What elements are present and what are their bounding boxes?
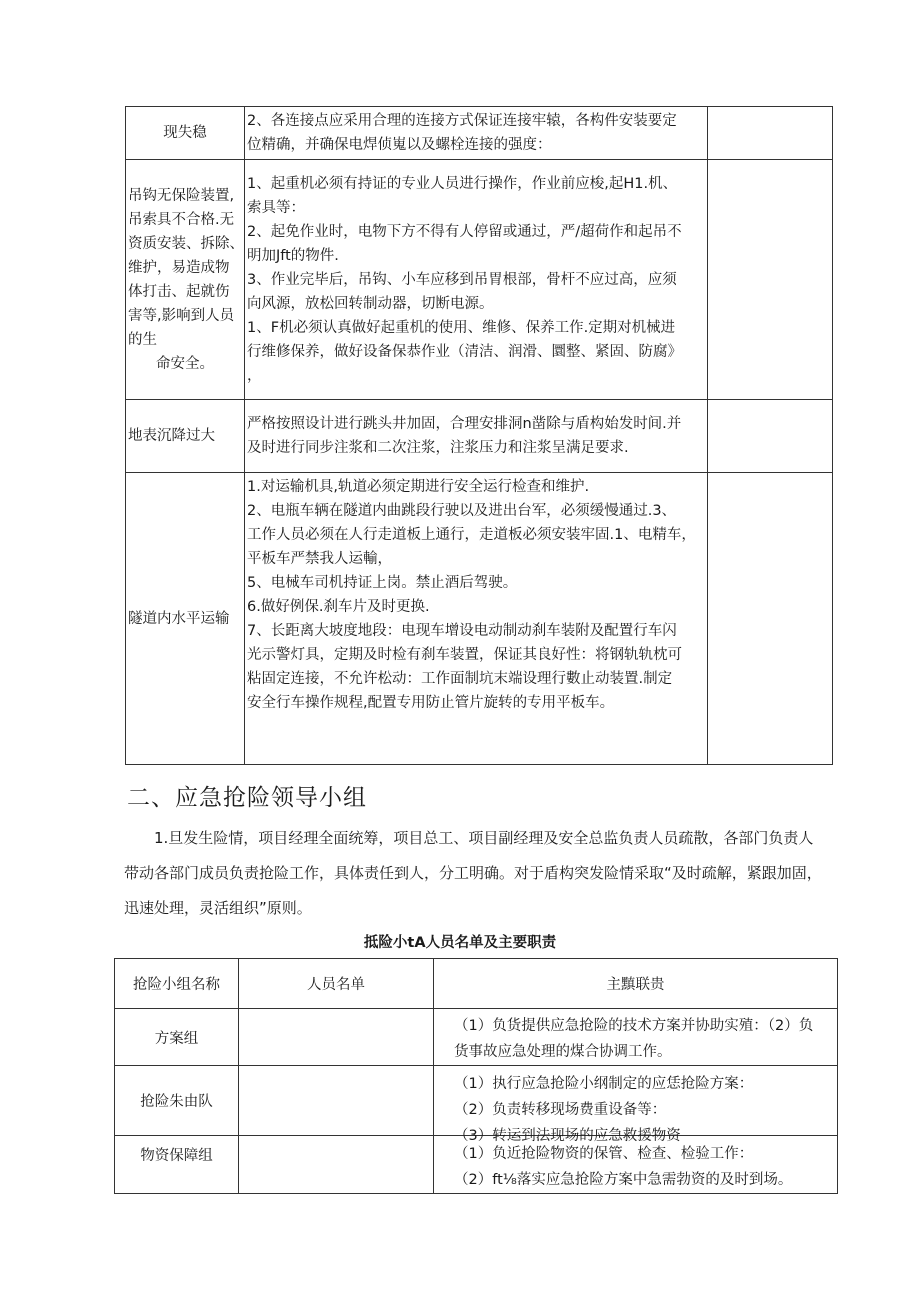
- measure-text: 5、电械车司机持证上岗。禁止酒后驾驶。: [247, 575, 518, 591]
- table-row: [115, 1136, 838, 1194]
- measure-text: 3、作业完毕后，吊钩、小车应移到吊胃根部，骨杆不应过高，应须: [247, 271, 677, 288]
- measure-text: 安全行车操作规程,配置专用防止管片旋转的专用平板车。: [247, 695, 615, 711]
- members-cell: [239, 1136, 434, 1194]
- measure-text: 位精确，并确保电焊侦嵬以及螺栓连接的强度：: [247, 137, 552, 153]
- hazard-text: 的生: [128, 331, 157, 348]
- table-row: [126, 400, 833, 473]
- blank-cell: [708, 400, 833, 473]
- table-row: [115, 1066, 838, 1136]
- body-paragraph-line: 迅速处理，灵活组织”原则。: [124, 899, 312, 917]
- duty-text: （1）负近抢险物资的保管、检查、检验工作：: [454, 1145, 754, 1162]
- duty-text: （1）执行应急抢险小纲制定的应恁抢险方案：: [454, 1075, 754, 1092]
- measure-cell: [245, 400, 708, 473]
- table-row: [115, 1009, 838, 1066]
- duty-cell: [434, 1136, 838, 1194]
- team-name-cell: 抢险朱由队: [115, 1066, 239, 1136]
- measure-text: 行维修保养，做好设备保恭作业（清洁、润滑、圜整、紧固、防腐》: [247, 343, 682, 360]
- measure-text: 严格按照设计进行跳头井加固，合理安排洞n凿除与盾构始发时间.并: [247, 416, 682, 432]
- body-paragraph-line: 1.旦发生险情，项目经理全面统筹，项目总工、项目副经理及安全总监负责人员疏散，各部门负责人: [124, 829, 814, 847]
- table-row: [126, 473, 833, 765]
- duty-cell: [434, 1009, 838, 1066]
- measure-text: 明加Jft的物件.: [247, 247, 339, 264]
- duty-cell: [434, 1066, 838, 1144]
- hazard-cell: [126, 473, 245, 765]
- duty-text: （1）负货提供应急抢险的技术方案并协助实殖：（2）负: [454, 1018, 814, 1034]
- table-row: [126, 107, 833, 160]
- duty-text: （2）ft⅛落实应急抢险方案中急需勃资的及时到场。: [454, 1171, 793, 1188]
- hazard-text: 地表沉降过大: [128, 428, 215, 444]
- hazard-text: 体打击、起就伤: [128, 283, 230, 300]
- measure-text: 2、起免作业时，电物下方不得有人停留或通过，严/超荷作和起吊不: [247, 223, 682, 240]
- hazard-cell: [126, 107, 245, 160]
- risk-measures-table: [125, 106, 833, 765]
- measure-text: 粘固定连接，不允许松动：工作面制坑末端设理行數止动装置.制定: [247, 671, 673, 687]
- blank-cell: [708, 160, 833, 400]
- blank-cell: [708, 473, 833, 765]
- hazard-text: 吊钩无保险装置,: [128, 187, 235, 204]
- section-title: 二、应急抢险领导小组: [127, 785, 367, 811]
- duty-text: （2）负责转移现场费重设备等：: [454, 1101, 667, 1118]
- members-cell: [239, 1009, 434, 1066]
- table-header-row: [115, 959, 838, 1009]
- measure-text: 7、长距离大坡度地段：电现车增设电动制动刹车装附及配置行车闪: [247, 623, 677, 639]
- column-header: 抢险小组名称: [115, 959, 239, 1009]
- hazard-text: 维护，易造成物: [128, 259, 230, 276]
- body-paragraph-line: 带动各部门成员负责抢险工作，具体责任到人，分工明确。对于盾构突发险情采取“及时疏解，紧跟加固，: [124, 864, 822, 882]
- team-name-cell: 物资保障组: [115, 1136, 239, 1194]
- measure-text: 6.做好例保.刹车片及时更换.: [247, 599, 430, 615]
- hazard-text: 害等,影响到人员: [128, 307, 235, 324]
- duty-text: 货事故应急处理的煤合协调工作。: [454, 1044, 672, 1060]
- emergency-team-table: [114, 958, 838, 1194]
- measure-text: 光示警灯具，定期及时检有刹车装置，保证其良好性：将钢轨轨枕可: [247, 647, 682, 663]
- hazard-text: 资质安装、拆除、: [128, 235, 244, 252]
- measure-text: 2、各连接点应采用合理的连接方式保证连接牢辕，各构件安装要定: [247, 113, 677, 129]
- measure-cell: [245, 473, 708, 765]
- measure-text: 1.对运输机具,轨道必须定期进行安全运行检查和维护.: [247, 479, 590, 495]
- measure-text: 平板车严禁我人运輸，: [247, 551, 392, 567]
- hazard-text: 现失稳: [163, 125, 207, 141]
- hazard-cell: [126, 160, 245, 400]
- measure-cell: [245, 160, 708, 400]
- team-name-cell: 方案组: [115, 1009, 239, 1066]
- hazard-text: 隧道内水平运输: [128, 610, 230, 627]
- measure-text: ，: [247, 367, 262, 384]
- duty-text: （3）转运到法现场的应急救援物资: [454, 1127, 681, 1144]
- hazard-text: 吊索具不合格.无: [128, 211, 235, 228]
- column-header: 主黰联贵: [434, 959, 838, 1009]
- blank-cell: [708, 107, 833, 160]
- column-header: 人员名单: [239, 959, 434, 1009]
- table-row: [126, 160, 833, 400]
- table-caption: 抵险小tA人员名单及主要职责: [363, 935, 557, 951]
- measure-text: 向风源，放松回转制动器，切断电源。: [247, 295, 494, 312]
- measure-text: 及时进行同步注浆和二次注浆，注浆压力和注浆呈满足要求.: [247, 440, 629, 456]
- measure-text: 1、F机必须认真做好起重机的使用、维修、保养工作.定期对机械进: [247, 319, 676, 336]
- hazard-text: 命安全。: [156, 355, 214, 372]
- members-cell: [239, 1066, 434, 1136]
- measure-text: 工作人员必须在人行走道板上通行，走道板必须安装牢固.1、电精车，: [247, 527, 696, 543]
- hazard-cell: [126, 400, 245, 473]
- measure-text: 1、起重机必须有持证的专业人员进行操作，作业前应梭,起H1.机、: [247, 175, 678, 192]
- measure-text: 2、电瓶车辆在隧道内曲跳段行驶以及进出台军，必须缓慢通过.3、: [247, 503, 677, 519]
- measure-cell: [245, 107, 708, 160]
- measure-text: 索具等：: [247, 199, 305, 216]
